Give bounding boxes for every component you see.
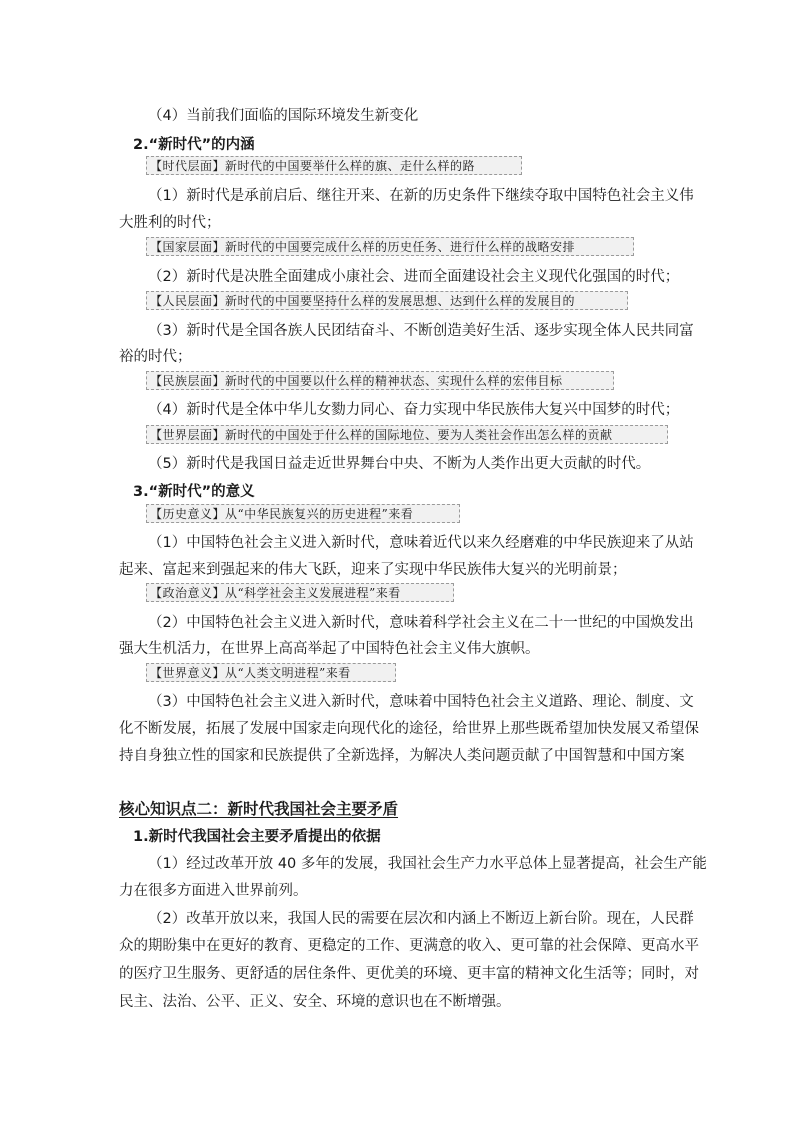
paragraph-line: （2）改革开放以来，我国人民的需要在层次和内涵上不断迈上新台阶。现在，人民群 (148, 911, 694, 927)
paragraph-line: （1）经过改革开放 40 多年的发展，我国社会生产力水平总体上显著提高，社会生产能 (148, 856, 707, 872)
paragraph-line: （1）中国特色社会主义进入新时代，意味着近代以来久经磨难的中华民族迎来了从站 (148, 535, 694, 551)
paragraph-line: （4）新时代是全体中华儿女勠力同心、奋力实现中华民族伟大复兴中国梦的时代； (148, 402, 680, 418)
paragraph-line: 裕的时代； (119, 349, 192, 365)
annotation-box-political: 【政治意义】从“科学社会主义发展进程”来看 (146, 583, 454, 602)
annotation-box-nation: 【国家层面】新时代的中国要完成什么样的历史任务、进行什么样的战略安排 (146, 237, 634, 256)
section-heading-connotation: 2.“新时代”的内涵 (133, 137, 255, 153)
section-heading-significance: 3.“新时代”的意义 (133, 484, 255, 500)
annotation-box-world: 【世界层面】新时代的中国处于什么样的国际地位、要为人类社会作出怎么样的贡献 (146, 425, 668, 444)
paragraph-line: （3）中国特色社会主义进入新时代，意味着中国特色社会主义道路、理论、制度、文 (148, 694, 694, 710)
paragraph-line: （3）新时代是全国各族人民团结奋斗、不断创造美好生活、逐步实现全体人民共同富 (148, 323, 694, 339)
annotation-box-era: 【时代层面】新时代的中国要举什么样的旗、走什么样的路 (146, 156, 522, 175)
annotation-box-historical: 【历史意义】从“中华民族复兴的历史进程”来看 (146, 504, 460, 523)
annotation-box-world-significance: 【世界意义】从“人类文明进程”来看 (146, 663, 396, 682)
paragraph-line: 大胜利的时代； (119, 215, 221, 231)
paragraph-line: 化不断发展，拓展了发展中国家走向现代化的途径，给世界上那些既希望加快发展又希望保 (119, 721, 699, 737)
paragraph-line: 民主、法治、公平、正义、安全、环境的意识也在不断增强。 (119, 994, 511, 1010)
annotation-box-people: 【人民层面】新时代的中国要坚持什么样的发展思想、达到什么样的发展目的 (146, 291, 628, 310)
paragraph-line: 起来、富起来到强起来的伟大飞跃，迎来了实现中华民族伟大复兴的光明前景； (119, 562, 627, 578)
core-knowledge-heading: 核心知识点二：新时代我国社会主要矛盾 (119, 800, 399, 818)
paragraph-line: 众的期盼集中在更好的教育、更稳定的工作、更满意的收入、更可靠的社会保障、更高水平 (119, 938, 699, 954)
paragraph-line: （2）中国特色社会主义进入新时代，意味着科学社会主义在二十一世纪的中国焕发出 (148, 615, 694, 631)
paragraph-line: （5）新时代是我国日益走近世界舞台中央、不断为人类作出更大贡献的时代。 (148, 456, 651, 472)
paragraph-line: 持自身独立性的国家和民族提供了全新选择，为解决人类问题贡献了中国智慧和中国方案 (119, 748, 685, 764)
paragraph-line: 的医疗卫生服务、更舒适的居住条件、更优美的环境、更丰富的精神文化生活等；同时，对 (119, 966, 699, 982)
paragraph-line: （2）新时代是决胜全面建成小康社会、进而全面建设社会主义现代化强国的时代； (148, 269, 680, 285)
paragraph-line: （1）新时代是承前启后、继往开来、在新的历史条件下继续夺取中国特色社会主义伟 (148, 188, 694, 204)
annotation-box-nationality: 【民族层面】新时代的中国要以什么样的精神状态、实现什么样的宏伟目标 (146, 371, 614, 390)
paragraph-line: （4）当前我们面临的国际环境发生新变化 (148, 108, 419, 124)
section-heading-basis: 1.新时代我国社会主要矛盾提出的依据 (133, 829, 381, 845)
paragraph-line: 强大生机活力，在世界上高高举起了中国特色社会主义伟大旗帜。 (119, 641, 540, 657)
paragraph-line: 力在很多方面进入世界前列。 (119, 883, 308, 899)
